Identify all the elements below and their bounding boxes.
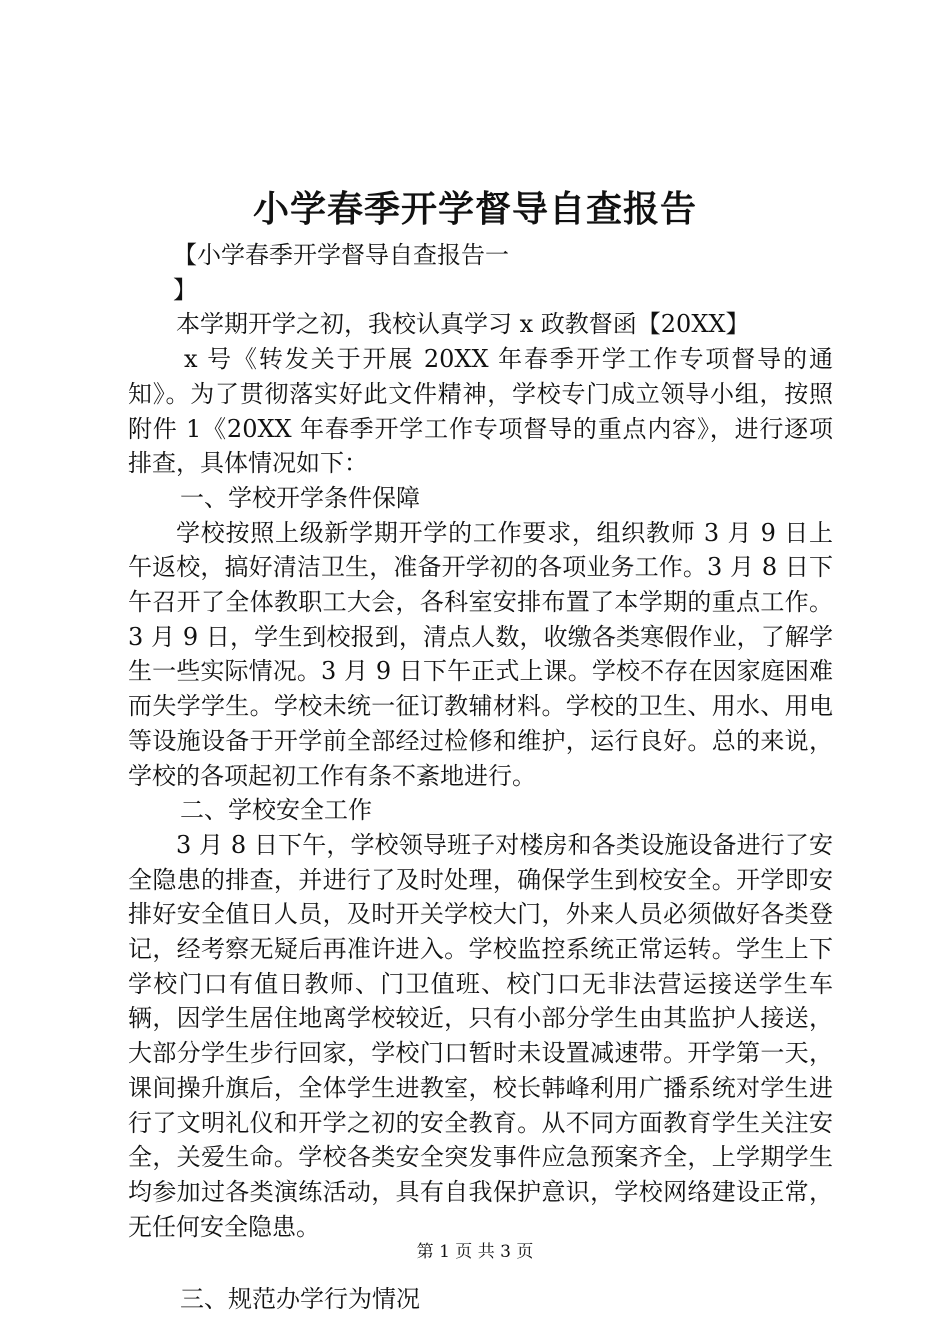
subtitle-line-end: 】 [173, 275, 197, 304]
section-heading-1: 一、学校开学条件保障 [180, 483, 420, 512]
section-heading-2: 二、学校安全工作 [180, 796, 372, 825]
paragraph-section-2: 3 月 8 日下午，学校领导班子对楼房和各类设施设备进行了安全隐患的排查，并进行了及时处理，确保学生到校安全。开学即安排好安全值日人员，及时开关学校大门，外来人员必须做好各类登记，经考察无疑后再准许进入。学校监控系统正常运转。学生上下学校门口有值日教师、门卫值班、校门口无非法营运接送学生车辆，因学生居住地离学校较近，只有小部分学生由其监护人接送，大部分学生步行回家，学校门口暂时未设置减速带。开学第一天，课间操升旗后，全体学生进教室，校长韩峰利用广播系统对学生进行了文明礼仪和开学之初的安全教育。从不同方面教育学生关注安全，关爱生命。学校各类安全突发事件应急预案齐全，上学期学生均参加过各类演练活动，具有自我保护意识，学校网络建设正常，无任何安全隐患。 [128, 830, 833, 1241]
page-number: 第 1 页 共 3 页 [416, 1242, 534, 1262]
paragraph-section-1: 学校按照上级新学期开学的工作要求，组织教师 3 月 9 日上午返校，搞好清洁卫生，准备开学初的各项业务工作。3 月 8 日下午召开了全体教职工大会，各科室安排布置了本学期的重点工作。3 月 9 日，学生到校报到，清点人数，收缴各类寒假作业，了解学生一些实际情况。3 月 9 日下午正式上课。学校不存在因家庭困难而失学学生。学校未统一征订教辅材料。学校的卫生、用水、用电等设施设备于开学前全部经过检修和维护，运行良好。总的来说，学校的各项起初工作有条不紊地进行。 [128, 518, 833, 790]
section-heading-3: 三、规范办学行为情况 [180, 1285, 420, 1314]
paragraph-intro-first-line: 本学期开学之初，我校认真学习 x 政教督函【20XX】 [176, 310, 750, 339]
document-title: 小学春季开学督导自查报告 [252, 188, 697, 230]
subtitle-line: 【小学春季开学督导自查报告一 [173, 241, 509, 269]
paragraph-intro: x 号《转发关于开展 20XX 年春季开学工作专项督导的通知》。为了贯彻落实好此文件精神，学校专门成立领导小组，按照附件 1《20XX 年春季开学工作专项督导的重点内容》，进行逐项排查，具体情况如下： [128, 345, 833, 478]
document-body [128, 238, 833, 1317]
